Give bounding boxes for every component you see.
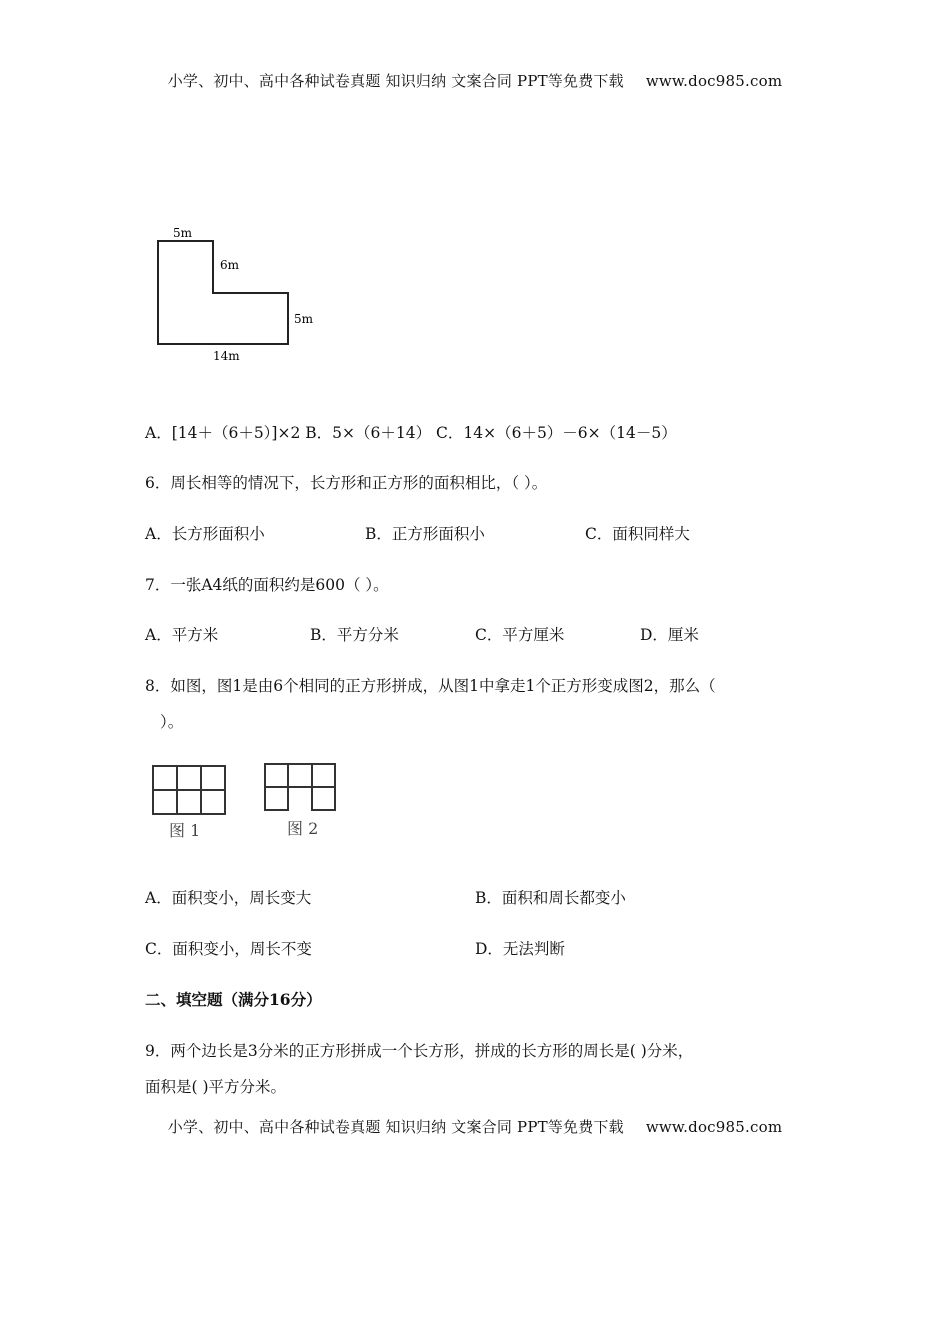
label-right-5m: 5m xyxy=(294,312,314,326)
figure-1-label: 图 1 xyxy=(169,821,201,840)
section-2-title: 二、填空题（满分16分） xyxy=(145,990,322,1009)
header-url[interactable]: www.doc985.com xyxy=(645,72,783,90)
q6-option-c: C．面积同样大 xyxy=(585,525,690,543)
q8-figures xyxy=(145,752,345,844)
q7-question: 7．一张A4纸的面积约是600（ ）。 xyxy=(145,576,389,594)
q7-option-c: C．平方厘米 xyxy=(475,626,565,644)
q8-option-c: C．面积变小，周长不变 xyxy=(145,940,312,958)
q8-option-b: B．面积和周长都变小 xyxy=(475,889,626,907)
q7-option-b: B．平方分米 xyxy=(310,626,399,644)
header-text: 小学、初中、高中各种试卷真题 知识归纳 文案合同 PPT等免费下载 xyxy=(167,72,624,90)
q6-option-a: A．长方形面积小 xyxy=(145,525,265,543)
q8-option-d: D．无法判断 xyxy=(475,940,565,958)
figure-1-grid xyxy=(153,766,225,814)
label-bottom-14m: 14m xyxy=(213,349,240,363)
q9-line2: 面积是( )平方分米。 xyxy=(145,1078,287,1096)
footer-url[interactable]: www.doc985.com xyxy=(645,1118,783,1136)
q8-question-line1: 8．如图，图1是由6个相同的正方形拼成，从图1中拿走1个正方形变成图2，那么（ xyxy=(145,677,716,695)
q8-option-a: A．面积变小，周长变大 xyxy=(145,889,312,907)
footer-text: 小学、初中、高中各种试卷真题 知识归纳 文案合同 PPT等免费下载 xyxy=(167,1118,624,1136)
page-footer xyxy=(0,1116,950,1137)
page-header xyxy=(0,70,950,91)
label-inner-6m: 6m xyxy=(220,258,240,272)
q8-question-line2: ）。 xyxy=(160,713,184,731)
q6-question: 6．周长相等的情况下，长方形和正方形的面积相比，（ ）。 xyxy=(145,474,548,492)
l-shape-outline xyxy=(158,241,288,344)
l-shape-figure xyxy=(140,215,330,370)
label-top-5m: 5m xyxy=(173,226,193,240)
q9-line1: 9．两个边长是3分米的正方形拼成一个长方形，拼成的长方形的周长是( )分米， xyxy=(145,1042,694,1060)
q7-option-d: D．厘米 xyxy=(640,626,699,644)
figure-2-label: 图 2 xyxy=(287,819,319,838)
q6-option-b: B．正方形面积小 xyxy=(365,525,485,543)
q5-options: A．[14＋（6＋5）]×2 B．5×（6＋14） C．14×（6＋5）－6×（14－5） xyxy=(145,424,677,442)
q7-option-a: A．平方米 xyxy=(145,626,219,644)
figure-2-grid xyxy=(265,764,335,810)
